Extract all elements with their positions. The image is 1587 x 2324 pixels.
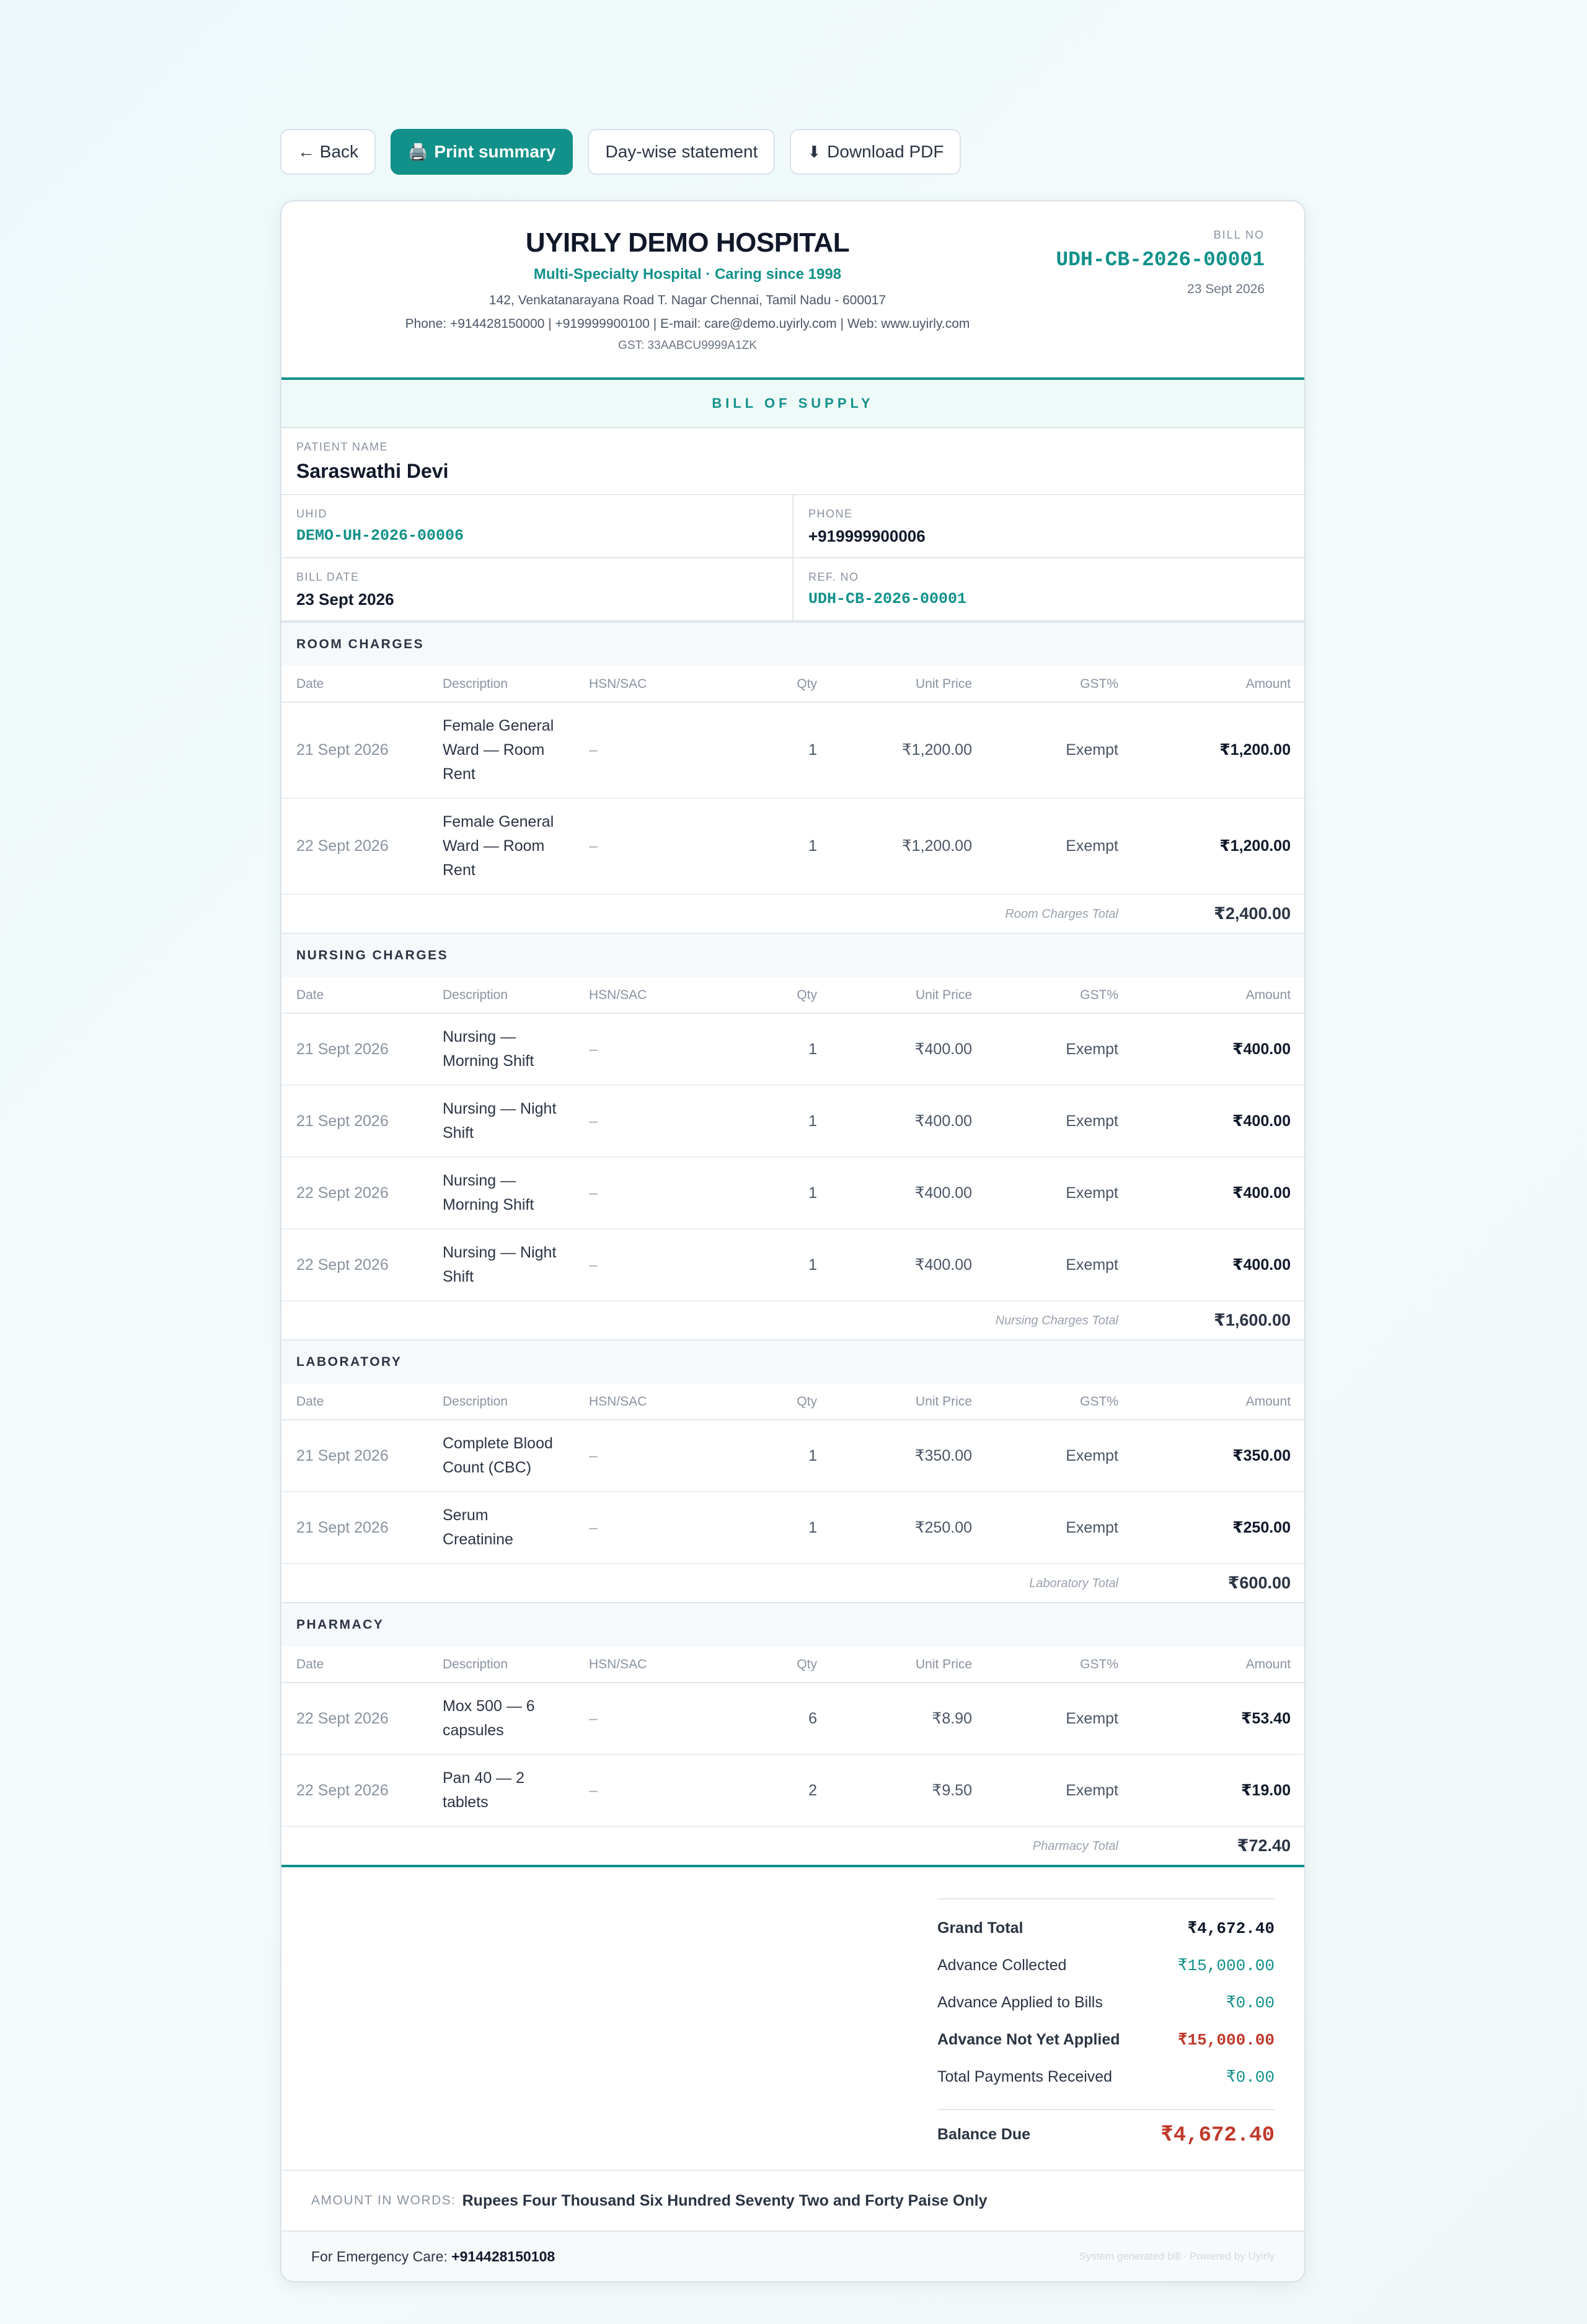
column-header-description: Description — [428, 977, 574, 1013]
emergency-label: For Emergency Care: — [311, 2248, 448, 2265]
cell-qty: 1 — [758, 1085, 832, 1157]
cell-description: Mox 500 — 6 capsules — [428, 1683, 574, 1754]
table-row — [281, 1754, 1306, 1826]
cell-qty: 1 — [758, 1157, 832, 1229]
cell-hsn: – — [574, 1420, 758, 1492]
day-wise-label: Day-wise statement — [605, 142, 758, 161]
cell-description: Nursing — Morning Shift — [428, 1157, 574, 1229]
bill-date-cell — [281, 558, 792, 620]
download-pdf-button[interactable] — [790, 129, 961, 175]
column-header-date: Date — [281, 977, 428, 1013]
hospital-contact: Phone: +914428150000 | +919999900100 | E-mail: care@demo.uyirly.com | Web: www.uyirly.com — [405, 317, 970, 331]
back-label: ← Back — [298, 142, 359, 161]
bill-no: UDH-CB-2026-00001 — [1056, 249, 1265, 271]
charges-table — [281, 666, 1306, 933]
grand-total-row — [937, 1909, 1275, 1947]
advance-applied-row — [937, 1984, 1275, 2021]
hospital-gst: GST: 33AABCU9999A1ZK — [618, 339, 757, 352]
section-title: ROOM CHARGES — [281, 622, 1304, 666]
column-header-description: Description — [428, 666, 574, 702]
print-summary-button[interactable] — [391, 129, 573, 175]
summary-area — [281, 1865, 1304, 2170]
cell-unit-price: ₹400.00 — [832, 1085, 987, 1157]
phone-value: +919999900006 — [808, 527, 926, 545]
column-header-description: Description — [428, 1647, 574, 1683]
column-header-unit-price: Unit Price — [832, 977, 987, 1013]
hospital-tagline: Multi-Specialty Hospital · Caring since 1998 — [533, 266, 842, 283]
column-header-hsn: HSN/SAC — [574, 666, 758, 702]
cell-qty: 1 — [758, 1229, 832, 1301]
charge-sections — [281, 622, 1304, 1865]
column-header-gst: GST% — [987, 1384, 1133, 1420]
table-header-row — [281, 1384, 1306, 1420]
cell-amount: ₹250.00 — [1133, 1492, 1306, 1564]
cell-date: 21 Sept 2026 — [281, 1085, 428, 1157]
payments-value: ₹0.00 — [1226, 2067, 1275, 2087]
cell-amount: ₹400.00 — [1133, 1157, 1306, 1229]
cell-unit-price: ₹400.00 — [832, 1157, 987, 1229]
cell-hsn: – — [574, 798, 758, 894]
bill-summary — [937, 1898, 1275, 2146]
cell-gst: Exempt — [987, 1085, 1133, 1157]
cell-gst: Exempt — [987, 1420, 1133, 1492]
cell-unit-price: ₹400.00 — [832, 1229, 987, 1301]
cell-qty: 2 — [758, 1754, 832, 1826]
bill-footer — [281, 2230, 1304, 2281]
system-note: System generated bill · Powered by Uyirly — [1079, 2250, 1275, 2262]
column-header-date: Date — [281, 1384, 428, 1420]
table-row — [281, 798, 1306, 894]
cell-date: 21 Sept 2026 — [281, 1013, 428, 1085]
column-header-amount: Amount — [1133, 666, 1306, 702]
download-icon: ⬇ — [807, 142, 821, 161]
column-header-qty: Qty — [758, 977, 832, 1013]
cell-description: Female General Ward — Room Rent — [428, 798, 574, 894]
section-title: PHARMACY — [281, 1602, 1304, 1647]
table-row — [281, 1229, 1306, 1301]
cell-amount: ₹53.40 — [1133, 1683, 1306, 1754]
column-header-hsn: HSN/SAC — [574, 977, 758, 1013]
column-header-unit-price: Unit Price — [832, 1384, 987, 1420]
patient-name-cell — [281, 428, 1304, 494]
cell-date: 21 Sept 2026 — [281, 1420, 428, 1492]
cell-hsn: – — [574, 1683, 758, 1754]
cell-date: 21 Sept 2026 — [281, 1492, 428, 1564]
cell-qty: 1 — [758, 798, 832, 894]
cell-date: 22 Sept 2026 — [281, 1229, 428, 1301]
section-total-value: ₹72.40 — [1237, 1836, 1291, 1855]
bill-no-label: BILL NO — [1213, 229, 1265, 241]
cell-hsn: – — [574, 1229, 758, 1301]
bill-date-value: 23 Sept 2026 — [296, 590, 394, 609]
cell-description: Nursing — Night Shift — [428, 1085, 574, 1157]
cell-qty: 1 — [758, 1013, 832, 1085]
cell-unit-price: ₹250.00 — [832, 1492, 987, 1564]
emergency-contact — [311, 2248, 555, 2265]
bill-date: 23 Sept 2026 — [1187, 282, 1265, 296]
column-header-unit-price: Unit Price — [832, 1647, 987, 1683]
cell-gst: Exempt — [987, 1013, 1133, 1085]
table-row — [281, 1420, 1306, 1492]
cell-amount: ₹400.00 — [1133, 1013, 1306, 1085]
section-total-label: Pharmacy Total — [1032, 1839, 1118, 1853]
bill-of-supply-title: BILL OF SUPPLY — [281, 380, 1304, 428]
column-header-description: Description — [428, 1384, 574, 1420]
column-header-gst: GST% — [987, 666, 1133, 702]
column-header-qty: Qty — [758, 1647, 832, 1683]
section-title: NURSING CHARGES — [281, 933, 1304, 977]
ref-no-value: UDH-CB-2026-00001 — [808, 590, 967, 608]
cell-amount: ₹350.00 — [1133, 1420, 1306, 1492]
section-total-label: Laboratory Total — [1029, 1577, 1118, 1590]
column-header-date: Date — [281, 1647, 428, 1683]
cell-date: 21 Sept 2026 — [281, 702, 428, 798]
cell-gst: Exempt — [987, 1683, 1133, 1754]
charges-table — [281, 1647, 1306, 1865]
cell-description: Nursing — Morning Shift — [428, 1013, 574, 1085]
day-wise-statement-button[interactable] — [588, 129, 775, 175]
cell-date: 22 Sept 2026 — [281, 1157, 428, 1229]
cell-unit-price: ₹1,200.00 — [832, 702, 987, 798]
advance-applied-label: Advance Applied to Bills — [937, 1993, 1103, 2011]
section-total-value: ₹1,600.00 — [1214, 1311, 1291, 1329]
charges-table — [281, 1384, 1306, 1602]
ref-no-cell — [792, 558, 1304, 620]
table-header-row — [281, 977, 1306, 1013]
amount-in-words — [281, 2170, 1304, 2230]
cell-amount: ₹400.00 — [1133, 1085, 1306, 1157]
section-total-label: Room Charges Total — [1005, 907, 1118, 921]
cell-amount: ₹1,200.00 — [1133, 702, 1306, 798]
table-row — [281, 1683, 1306, 1754]
phone-cell — [792, 495, 1304, 557]
column-header-amount: Amount — [1133, 977, 1306, 1013]
patient-name: Saraswathi Devi — [296, 460, 449, 482]
cell-hsn: – — [574, 1492, 758, 1564]
cell-date: 22 Sept 2026 — [281, 1754, 428, 1826]
cell-description: Pan 40 — 2 tablets — [428, 1754, 574, 1826]
uhid-value: DEMO-UH-2026-00006 — [296, 527, 464, 545]
section-total-row — [281, 1564, 1306, 1602]
advance-not-applied-label: Advance Not Yet Applied — [937, 2030, 1120, 2048]
uhid-label: UHID — [296, 508, 327, 520]
column-header-hsn: HSN/SAC — [574, 1384, 758, 1420]
cell-gst: Exempt — [987, 702, 1133, 798]
section-total-value: ₹2,400.00 — [1214, 904, 1291, 923]
balance-due-label: Balance Due — [937, 2125, 1031, 2143]
cell-unit-price: ₹400.00 — [832, 1013, 987, 1085]
patient-row-dates — [281, 558, 1304, 620]
table-row — [281, 1492, 1306, 1564]
patient-info — [281, 428, 1304, 622]
grand-total-label: Grand Total — [937, 1919, 1023, 1937]
cell-hsn: – — [574, 1754, 758, 1826]
cell-gst: Exempt — [987, 1492, 1133, 1564]
cell-description: Serum Creatinine — [428, 1492, 574, 1564]
cell-unit-price: ₹9.50 — [832, 1754, 987, 1826]
cell-date: 22 Sept 2026 — [281, 1683, 428, 1754]
section-total-value: ₹600.00 — [1227, 1574, 1291, 1592]
cell-date: 22 Sept 2026 — [281, 798, 428, 894]
cell-amount: ₹1,200.00 — [1133, 798, 1306, 894]
column-header-unit-price: Unit Price — [832, 666, 987, 702]
table-row — [281, 702, 1306, 798]
column-header-amount: Amount — [1133, 1384, 1306, 1420]
print-summary-label: Print summary — [434, 142, 556, 161]
advance-collected-row — [937, 1947, 1275, 1984]
bill-card — [280, 200, 1306, 2282]
cell-qty: 1 — [758, 1492, 832, 1564]
ref-no-label: REF. NO — [808, 571, 859, 583]
charges-table — [281, 977, 1306, 1339]
cell-amount: ₹19.00 — [1133, 1754, 1306, 1826]
table-header-row — [281, 666, 1306, 702]
column-header-amount: Amount — [1133, 1647, 1306, 1683]
toolbar — [280, 129, 961, 175]
column-header-qty: Qty — [758, 1384, 832, 1420]
advance-collected-label: Advance Collected — [937, 1956, 1067, 1974]
cell-gst: Exempt — [987, 1157, 1133, 1229]
advance-applied-value: ₹0.00 — [1226, 1993, 1275, 2012]
bill-header — [281, 201, 1304, 380]
table-row — [281, 1085, 1306, 1157]
amount-in-words-label: AMOUNT IN WORDS: — [311, 2193, 456, 2207]
cell-qty: 6 — [758, 1683, 832, 1754]
section-title: LABORATORY — [281, 1339, 1304, 1384]
hospital-name: UYIRLY DEMO HOSPITAL — [525, 227, 850, 258]
cell-description: Complete Blood Count (CBC) — [428, 1420, 574, 1492]
patient-row-ids — [281, 495, 1304, 558]
cell-hsn: – — [574, 702, 758, 798]
patient-row-name — [281, 428, 1304, 495]
cell-description: Nursing — Night Shift — [428, 1229, 574, 1301]
cell-unit-price: ₹8.90 — [832, 1683, 987, 1754]
section-total-row — [281, 1826, 1306, 1865]
section-total-row — [281, 894, 1306, 933]
cell-gst: Exempt — [987, 1754, 1133, 1826]
column-header-qty: Qty — [758, 666, 832, 702]
back-button[interactable] — [280, 129, 376, 175]
cell-unit-price: ₹350.00 — [832, 1420, 987, 1492]
cell-hsn: – — [574, 1085, 758, 1157]
grand-total-value: ₹4,672.40 — [1187, 1919, 1275, 1938]
advance-not-applied-value: ₹15,000.00 — [1177, 2030, 1275, 2049]
payments-row — [937, 2058, 1275, 2095]
section-total-label: Nursing Charges Total — [995, 1314, 1118, 1327]
section-total-row — [281, 1301, 1306, 1339]
table-header-row — [281, 1647, 1306, 1683]
cell-hsn: – — [574, 1013, 758, 1085]
cell-description: Female General Ward — Room Rent — [428, 702, 574, 798]
bill-date-label: BILL DATE — [296, 571, 360, 583]
printer-icon: 🖨️ — [408, 142, 428, 161]
cell-amount: ₹400.00 — [1133, 1229, 1306, 1301]
advance-collected-value: ₹15,000.00 — [1177, 1956, 1275, 1975]
column-header-hsn: HSN/SAC — [574, 1647, 758, 1683]
column-header-gst: GST% — [987, 977, 1133, 1013]
payments-label: Total Payments Received — [937, 2067, 1113, 2085]
cell-qty: 1 — [758, 702, 832, 798]
cell-qty: 1 — [758, 1420, 832, 1492]
cell-hsn: – — [574, 1157, 758, 1229]
cell-gst: Exempt — [987, 1229, 1133, 1301]
patient-name-label: PATIENT NAME — [296, 441, 389, 453]
cell-gst: Exempt — [987, 798, 1133, 894]
phone-label: PHONE — [808, 508, 853, 520]
cell-unit-price: ₹1,200.00 — [832, 798, 987, 894]
table-row — [281, 1013, 1306, 1085]
advance-not-applied-row — [937, 2021, 1275, 2058]
balance-due-row — [937, 2109, 1275, 2146]
hospital-address: 142, Venkatanarayana Road T. Nagar Chennai, Tamil Nadu - 600017 — [488, 293, 886, 307]
uhid-cell — [281, 495, 792, 557]
amount-in-words-value: Rupees Four Thousand Six Hundred Seventy Two and Forty Paise Only — [462, 2191, 988, 2209]
column-header-date: Date — [281, 666, 428, 702]
download-pdf-label: Download PDF — [827, 142, 944, 161]
balance-due-value: ₹4,672.40 — [1160, 2124, 1275, 2147]
emergency-phone: +914428150108 — [451, 2248, 555, 2265]
table-row — [281, 1157, 1306, 1229]
column-header-gst: GST% — [987, 1647, 1133, 1683]
